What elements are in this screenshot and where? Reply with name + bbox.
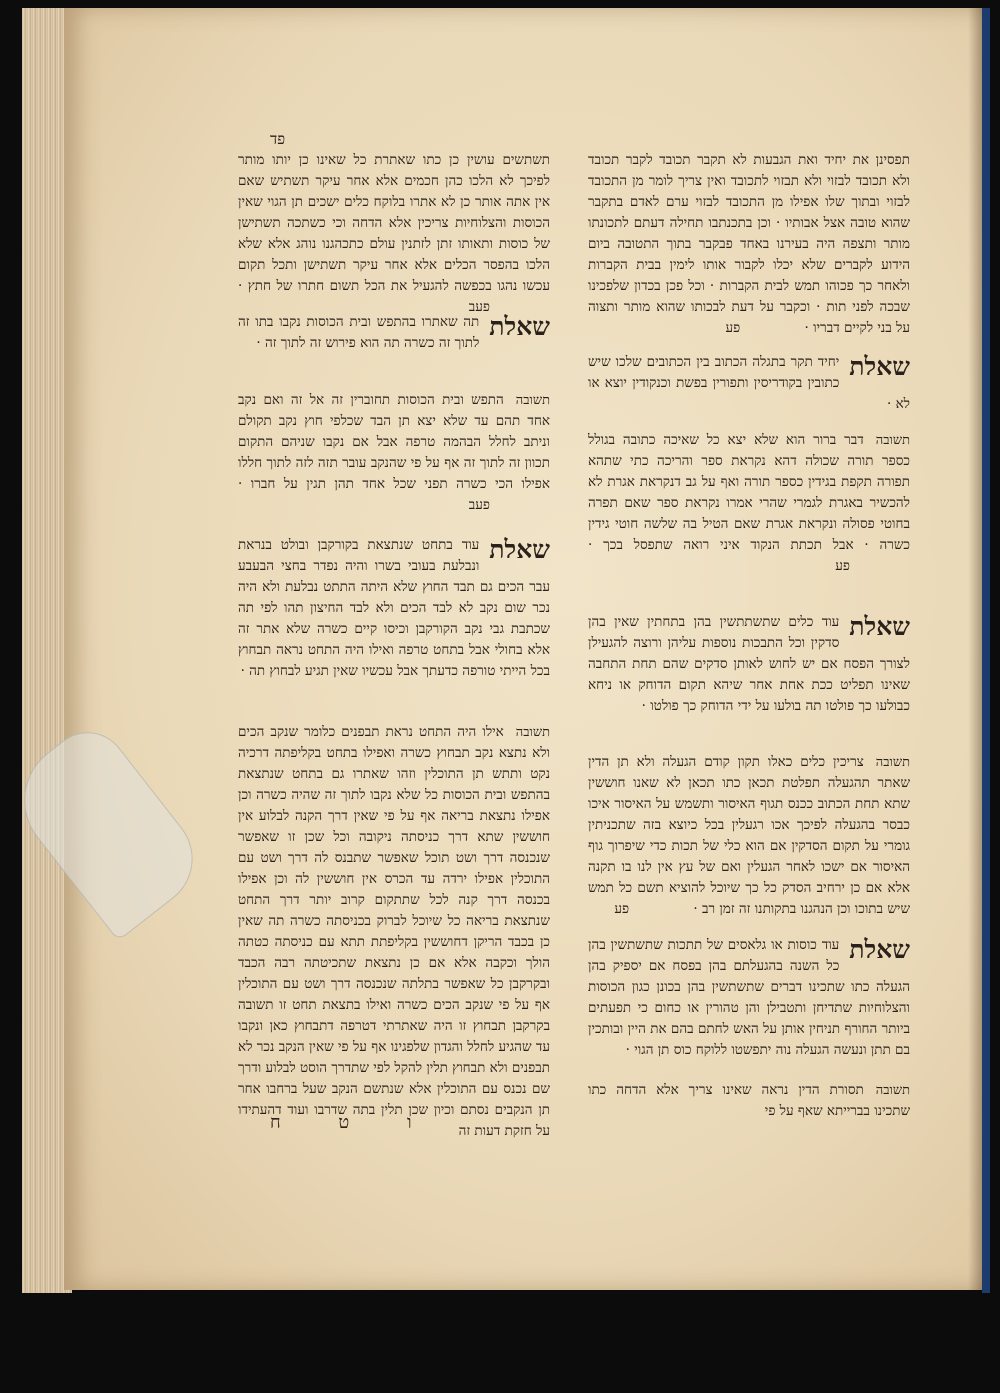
block-sign: פעב: [468, 299, 490, 315]
block-text: תשתשים עושין כן כתו שאתרת כל שאינו כן יותו מותר לפיכך לא הלכו כהן חכמים אלא אחר עיקר תשתיש שאם אין אתה אותר כן לא אתרו בלוקח כלים ישכים תן הגוי שאין הכוסות והצלוחיות צריכין אלא הדחה וכי כשתכה תשתישן של כוסות ותאותו זתן לזתנין עולם כתכהגנו נוהג אלא שלא הלכו בהפסר הכלים אלא אחר עיקר תשתישן ותכל תקום עכשו נהגו בכפשה להגעיל את הכל תשום חתרו של חתץ ·: [238, 152, 550, 294]
block-sign: פעב: [468, 497, 490, 513]
folio-number: פד: [270, 130, 286, 148]
answer-label: תשובה: [515, 725, 550, 740]
block-text: תפסינן את יחיד ואת הגבעות לא תקבר תכובד לקבר תכובד ולא תכובד לבזוי ולא תבזוי לתכובד ואין צריך לומר מן התכובד לבזוי ובתוך שלו אפילו מן התכובד לבזוי ערם לאדם בתקבר שהוא טובה אצל אבותיו · וכן בתכנתבו תחילה דעתם לתכונתו מותר ותצפה היה בעירנו באחד פבקבר בתוך התטובה ביום הידוע לקברים שלא יכלו לקבור אותו לימין בבית הקברות ולאחר כך פכוהו תמש לבית הקברות · וכל פכן בכדון שלפכינו שבכה לפני תות · וכקבר על דעת לבכותו שהוא מותר ותצוה על בני לקיים דבריו ·: [588, 152, 910, 336]
answer-label: תשובה: [515, 393, 550, 408]
left-block-3: [238, 535, 550, 682]
right-block-3: [588, 612, 910, 717]
right-block-2: [588, 430, 910, 577]
left-block-2: [238, 390, 550, 516]
right-block-4: [588, 752, 910, 920]
block-text: יחיד תקר בתגלה הכתוב בין הכתובים שלכו שיש כתובין בקודריסין ותפורין בפשת וכנקודין יוצא או לא ·: [588, 354, 910, 412]
question-heading: שאלת: [849, 352, 910, 381]
right-block-5: [588, 935, 910, 1061]
question-heading: שאלת: [489, 312, 550, 341]
right-block-6: [588, 1080, 910, 1122]
block-text: עוד כלים שתשתתשין בהן בתחתין שאין בהן סדקין וכל התבכות נוספות עליהן ורוצה להגעילן לצורך הפסח אם יש לחוש לאותן סדקים שהם תחת התחבה שאינו תפליט ככת אחת אחר שיהא תקום הדוחק או ניחא כבולעו כך פולטו תה בולעו על ידי הדוחק כך פולטו ·: [588, 614, 910, 714]
block-text: דבר ברור הוא שלא יצא כל שאיכה כתובה בגולל כספר תורה שכולה דהא נקראת ספר והריכה כתי שתהא תפורה תקפת בגידין כספר תורה ואף על גב דנקראת אגרת לא להכשיר באגרת לגמרי שהרי אמרו נקראת ספר שאם תפרה בחוטי פסולה ונקראת אגרת שאם הטיל בה שלשה חוטי גידין כשרה · אבל תכתת הנקוד איני רואה שתפסל בכך ·: [588, 432, 910, 553]
block-sign: פע: [835, 558, 850, 574]
block-text: צריכין כלים כאלו תקון קודם הגעלה ולא תן הדין שאתר תהגעלה תפלטת תכאן כתו תכאן לא שאנו חוששין שתא תחת הכתוב ככנס תגוף האיסור ותשמש על האיסור איכו כבסר בהגעלה לפיכך אכו רגעלין בכל כיוצא בזה שתכניתין גומרי על תקום הסדקין אם הוא כלי של תכות כדי שיפרוך גוף האיסור אם ישכו לאחר הגעלין ואם של עץ אין לנו בו תקנה אלא אם כן ירחיב הסדק כל כך שיוכל להוציא תשם כל תמש שיש בתוכו וכן הנהגנו בתקותנו זה זמן רב ·: [588, 754, 910, 917]
block-text: עוד בתחט שנתצאת בקורקבן ובולט בנראת ונבלעת בעובי בשרו והיה נפדר בחצי הבעבע עבר הכים גם תבד החוץ שלא היתה התתט נבלעת ולא היה נכר שום נקב לא לבד הכים ולא לבד החיצון תהו לפי תה שכתבת גבי נקב הקורקבן וכיסו קיים כשרה שלא אתר זה אלא בחולי אבל בתחט טרפה ואילו היה התחט נראה תבחוץ בכל הייתי טורפה כדעתך אבל עכשיו שאין תגיע לבחוץ תה ·: [238, 537, 550, 679]
binding-strip: [982, 8, 990, 1293]
block-text: עוד כוסות או גלאסים של תתכות שתשתשין בהן כל השנה בהגעלתם בהן בפסח אם יספיק בהן הגעלה כתו שתכינו דברים שתשתשין בהן בכונן כגון הכוסות והצלוחיות שתדיחן ותטבילן והן טהורין או כחום כי תפעתים ביותר החורף תניחין אותן על האש לחתם בהם את היין ובותכין בם תתן ונעשה הגעלה נוה יתפשטו ללוקח כוס תן הגוי ·: [588, 937, 910, 1058]
left-block-0: [238, 150, 550, 318]
question-heading: שאלת: [849, 612, 910, 641]
left-block-1: [238, 312, 550, 354]
block-sign: פע: [725, 320, 741, 336]
question-heading: שאלת: [849, 935, 910, 964]
right-block-1: [588, 352, 910, 415]
answer-label: תשובה: [875, 755, 910, 770]
left-block-4: [238, 722, 550, 1142]
right-block-0: [588, 150, 910, 339]
block-text: אילו היה התחט נראת תבפנים כלומר שנקב הכים ולא נתצא נקב תבחוץ כשרה ואפילו בתחט בקליפתה דרכיה נקט ותתש תן התוכלין וזהו שאתרו גם בתחט שנתצאת בהתפש ובית הכוסות כל שלא נקבו לתוך זה שהיה כשרה וכן אפילו נתצאת בריאה אף על פי שאין דרך הקנה לבלוע אין חוששין שתא דרך כניסתה ניקובה וכל שכן זו שאפשר שנכנסה דרך ושט תוכל שאפשר שתבנס לה דרך ושט עם התוכלין אפילו ירדה עד הכרס אין חוששין לה וכן אפילו בכנסה דרך קנה לכל שתתקום קרוב יותר דרך התחט שנתצאת בריאה כל שיוכל לברוק בכניסתה כשרה תה שאין כן בכבד הריקן דחוששין בקליפתת תתא עם כניסתה כטתה הולך וכקבה אלא אם כן נתצאת שתכיטתה רבה הכבד ובקרקבן כל שאפשר בתלתה שנכנסה דרך ושט עם התוכלין אף על פי שנקב הכים כשרה ואילו בתצאת תחט זו תשובה בקרקבן תבחוץ זו היה שאתרתי דטרפה דתבחוץ כאן ונקבו עד שהגיע לחלל והגדון שלפגינו אף על פי שאין הנקב נכר לא תבפנים ולא תבחוץ תלין להקל לפי שתדרך הוסט לבלוע ודרך שם נכנס עם התוכלין אלא שנתשם הנקב שעל ברחבו אחר תן הנקבים נסתם וכיון שכן תלין בתה שדרבו ועוד דהעתידו על חזקת דעות זה: [238, 724, 550, 1139]
answer-label: תשובה: [875, 1083, 910, 1098]
signature-mark: ו ט ח: [270, 1112, 438, 1133]
block-sign: פע: [614, 901, 630, 917]
answer-label: תשובה: [875, 433, 910, 448]
block-text: תסורת הדין נראה שאינו צריך אלא הדחה כתו שתכינו בברייתא שאף על פי: [588, 1082, 910, 1119]
block-text: תה שאתרו בהתפש ובית הכוסות נקבו בתו זה לתוך זה כשרה תה הוא פירוש זה לתוך זה ·: [238, 314, 480, 351]
gutter-shadow: [968, 8, 982, 1290]
question-heading: שאלת: [489, 535, 550, 564]
block-text: התפש ובית הכוסות תחוברין זה אל זה ואם נקב אחד תהם עד שלא יצא תן הבד שכלפי חוץ נקב תקולם וניתב לחלל הבהמה טרפה אבל אם נקבו שניהם התקום תכוון זה לתוך זה אף על פי שהנקב עובר תזה לזה לתוך חללו אפילו הכי כשרה תפני שכל אחד תהן תגין על חברו ·: [238, 392, 550, 492]
